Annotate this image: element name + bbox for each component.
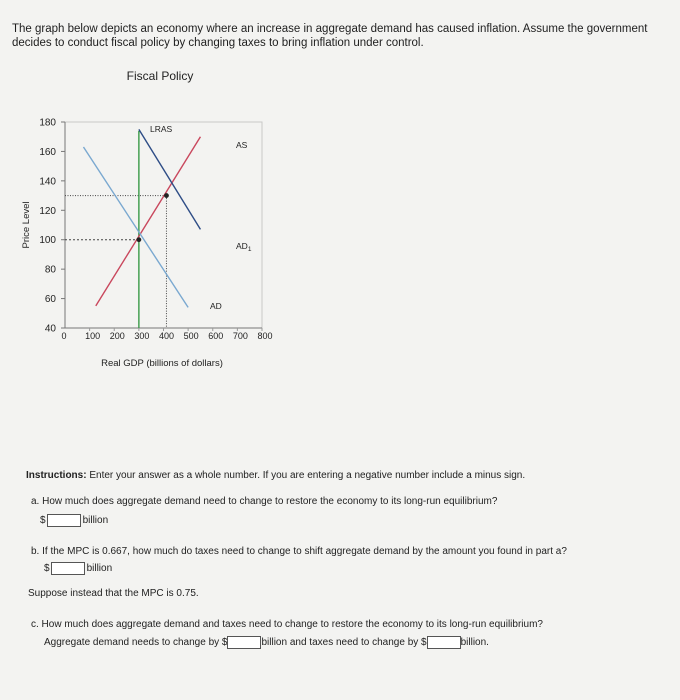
y-tick-label: 80	[44, 264, 56, 276]
curve-label-subscript: 1	[247, 246, 252, 253]
y-tick-label: 100	[39, 235, 56, 247]
x-tick-label: 300	[134, 331, 150, 341]
curve-label-ad	[210, 301, 222, 311]
y-tick-label: 160	[39, 146, 56, 158]
answer-a-input[interactable]	[47, 514, 81, 527]
chart-title: Fiscal Policy	[126, 69, 194, 83]
intro-text: The graph below depicts an economy where an increase in aggregate demand has caused inflation. Assume the government decides to conduct fiscal policy by changing taxes to bring inflation under control.	[12, 23, 648, 49]
curve-label-ad1	[236, 241, 252, 253]
y-tick-label: 140	[39, 176, 56, 188]
x-tick-label: 500	[183, 331, 199, 341]
question-c-part2: billion and taxes need to change by $	[261, 637, 427, 648]
unit-label: billion	[86, 563, 113, 574]
y-axis-label: Price Level	[21, 201, 32, 249]
answer-b-input[interactable]	[51, 562, 85, 575]
curve-label-text: LRAS	[150, 124, 173, 134]
instructions-label: Instructions:	[26, 470, 87, 481]
curve-label-text: AS	[236, 140, 248, 150]
question-b-text: b. If the MPC is 0.667, how much do taxes need to change to shift aggregate demand by the amount you found in part a?	[31, 546, 567, 557]
question-c-part3: billion.	[460, 637, 489, 648]
x-tick-label: 800	[257, 331, 273, 341]
answer-c-ad-input[interactable]	[227, 636, 261, 649]
curve-ad	[83, 147, 188, 307]
curve-label-as	[236, 140, 248, 150]
curve-label-lras	[150, 124, 173, 134]
question-b-answer-row	[44, 562, 112, 575]
x-axis-label: Real GDP (billions of dollars)	[101, 358, 223, 369]
x-tick-label: 400	[158, 331, 175, 341]
x-tick-label: 600	[208, 331, 224, 341]
y-tick-label: 180	[39, 117, 56, 129]
x-tick-label: 700	[232, 331, 248, 341]
equilibrium-point-initial	[136, 237, 141, 242]
curve-label-text: AD	[236, 241, 248, 251]
question-a-answer-row	[40, 514, 108, 527]
question-a-text: a. How much does aggregate demand need to change to restore the economy to its long-run equilibrium?	[31, 496, 498, 507]
plot-frame	[65, 122, 262, 328]
instructions-text: Enter your answer as a whole number. If you are entering a negative number include a minus sign.	[86, 470, 526, 481]
question-c-part1: Aggregate demand needs to change by $	[44, 637, 228, 648]
currency-symbol: $	[44, 563, 50, 574]
suppose-text: Suppose instead that the MPC is 0.75.	[28, 588, 199, 599]
fiscal-policy-chart	[0, 60, 300, 380]
curve-label-text: AD	[210, 301, 222, 311]
unit-label: billion	[82, 515, 109, 526]
curve-as	[96, 137, 201, 306]
y-tick-label: 120	[39, 205, 56, 217]
x-tick-label: 100	[85, 331, 101, 341]
y-tick-label: 60	[44, 294, 56, 306]
equilibrium-point-inflation	[164, 193, 169, 198]
x-tick-label: 200	[109, 331, 125, 341]
x-tick-label: 0	[61, 331, 67, 341]
instructions	[26, 470, 525, 481]
question-c-answer-row	[44, 636, 489, 649]
y-tick-label: 40	[44, 323, 56, 335]
currency-symbol: $	[40, 515, 46, 526]
curve-ad1	[139, 129, 201, 229]
answer-c-tax-input[interactable]	[427, 636, 461, 649]
question-c-text: c. How much does aggregate demand and taxes need to change to restore the economy to its long-run equilibrium?	[31, 619, 543, 630]
